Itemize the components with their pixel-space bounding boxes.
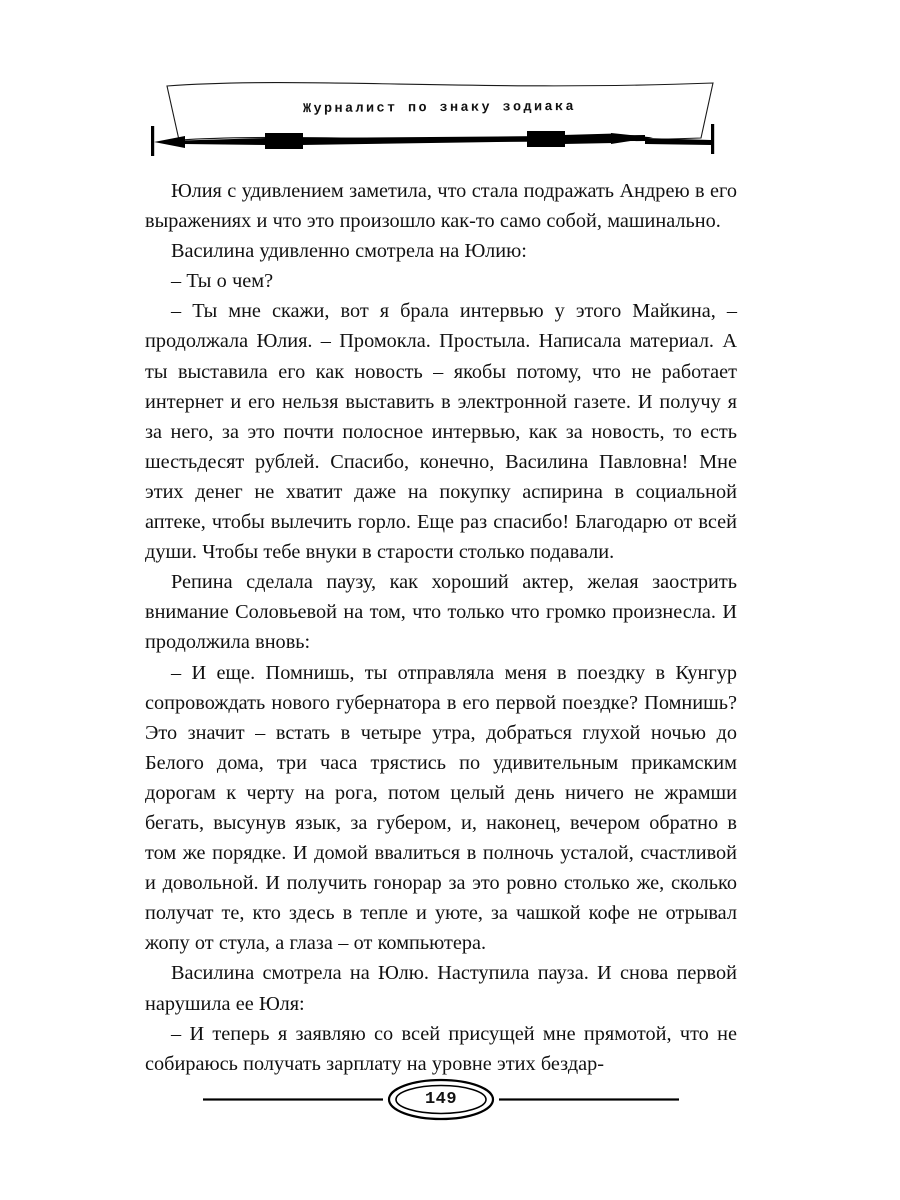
page-number: 149 <box>424 1090 458 1109</box>
paragraph: – Ты о чем? <box>171 270 274 293</box>
header-ornament <box>145 72 735 160</box>
paragraph: Репина сделала паузу, как хороший актер, желая заострить внимание Соловьевой на том, что только что громко произнесла. И продолжила вновь: <box>145 571 737 654</box>
paragraph: – И теперь я заявляю со всей присущей мне прямотой, что не собираюсь получать зарплату на уровне этих бездар- <box>145 1022 737 1075</box>
paragraph: – И еще. Помнишь, ты отправляла меня в поездку в Кунгур сопровождать нового губернатора в его первой поездке? Помнишь? Это значит – встать в четыре утра, добраться глухой ночью до Белого дома, три часа трястись по удивительным прикамским дорогам к черту на рога, потом целый день ничего не жрамши бегать, высунув язык, за губером, и, наконец, вечером обратно в том же порядке. И домой ввалиться в полночь усталой, счастливой и довольной. И получить гонорар за это ровно столько же, сколько получат те, кто здесь в тепле и уюте, за чашкой кофе не отрывал жопу от стула, а глаза – от компьютера. <box>145 661 737 955</box>
banner-shape <box>167 83 713 141</box>
paragraph: Василина удивленно смотрела на Юлию: <box>171 240 527 263</box>
paragraph: Василина смотрела на Юлю. Наступила пауза. И снова первой нарушила ее Юля: <box>145 962 737 1015</box>
page-footer <box>145 1072 737 1128</box>
paragraph: – Ты мне скажи, вот я брала интервью у этого Майкина, – продолжала Юлия. – Промокла. Простыла. Написала материал. А ты выставила его как новость – якобы потому, что не работает интернет и его нельзя выставить в электронной газете. И получу я за него, за это почти полосное интервью, как за новость, то есть шестьдесят рублей. Спасибо, конечно, Василина Павловна! Мне этих денег не хватит даже на покупку аспирина в социальной аптеке, чтобы вылечить горло. Еще раз спасибо! Благодарю от всей души. Чтобы тебе внуки в старости столько подавали. <box>145 300 737 564</box>
body-text-column <box>145 176 737 1079</box>
folio-ornament <box>203 1080 679 1119</box>
paragraph: Юлия с удивлением заметила, что стала подражать Андрею в его выражениях и что это произошло как-то само собой, машинально. <box>145 180 737 233</box>
running-head-title: Журналист по знаку зодиака <box>303 99 577 118</box>
